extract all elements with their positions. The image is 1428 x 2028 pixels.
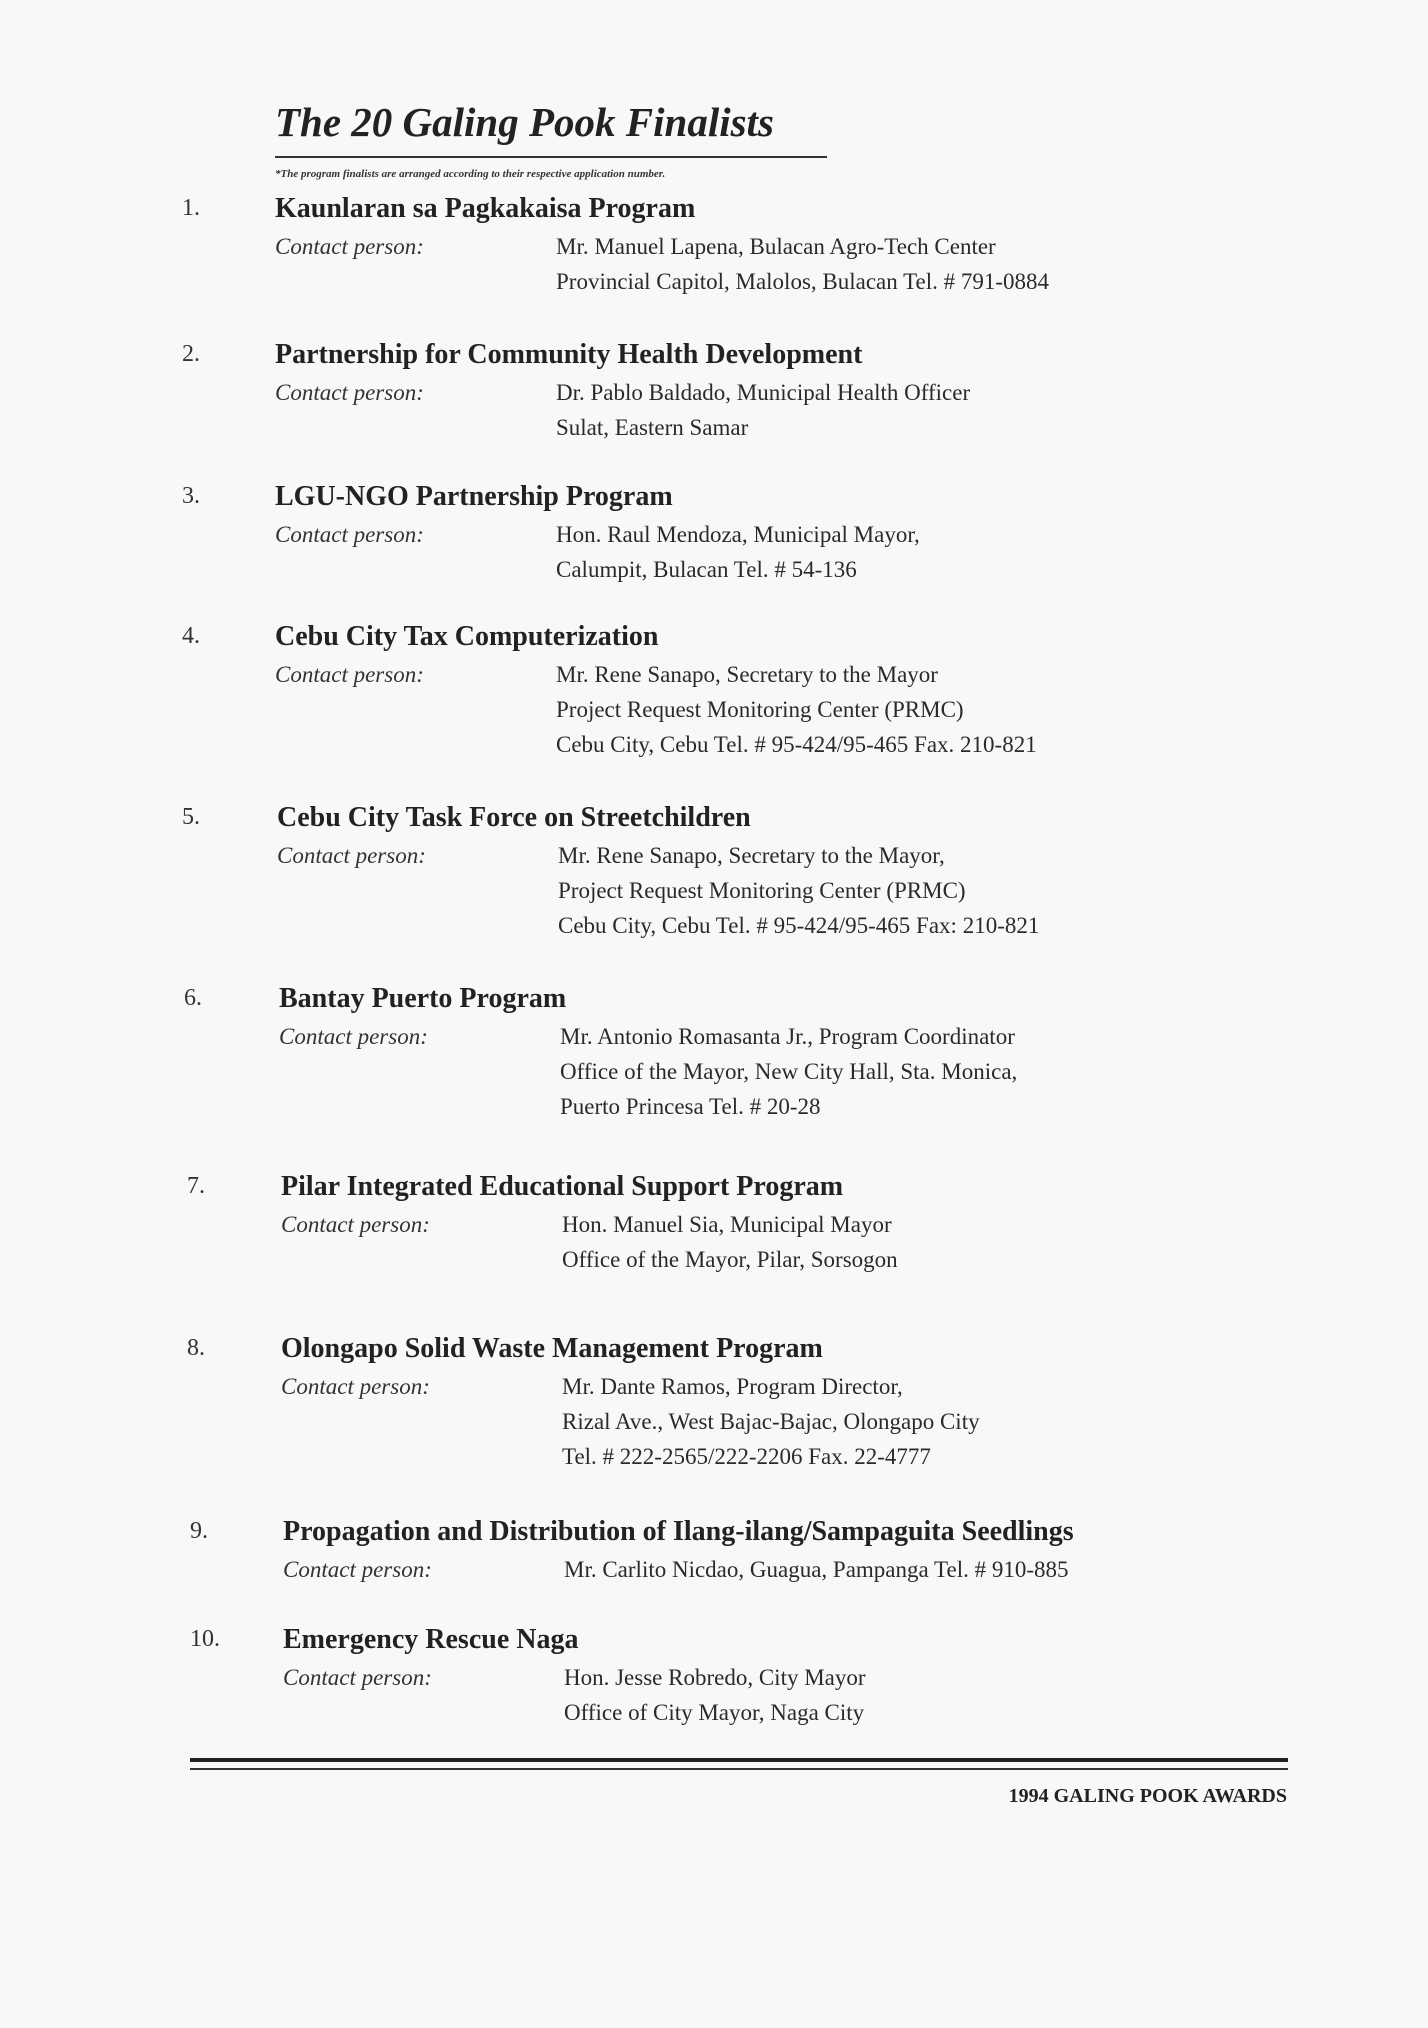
program-name: Bantay Puerto Program bbox=[279, 983, 567, 1014]
contact-detail-line: Mr. Antonio Romasanta Jr., Program Coordinator bbox=[560, 1024, 1015, 1049]
contact-person-label: Contact person: bbox=[279, 1024, 428, 1049]
program-name: LGU-NGO Partnership Program bbox=[275, 481, 673, 512]
finalist-number: 9. bbox=[190, 1518, 208, 1544]
finalist-number: 1. bbox=[182, 195, 200, 221]
footer-label: 1994 GALING POOK AWARDS bbox=[1008, 1785, 1287, 1807]
contact-person-label: Contact person: bbox=[275, 522, 424, 547]
finalist-number: 2. bbox=[182, 341, 200, 367]
contact-detail-line: Tel. # 222-2565/222-2206 Fax. 22-4777 bbox=[562, 1444, 931, 1469]
contact-person-label: Contact person: bbox=[281, 1212, 430, 1237]
contact-person-label: Contact person: bbox=[275, 380, 424, 405]
program-name: Emergency Rescue Naga bbox=[283, 1624, 579, 1655]
bottom-rule-thin bbox=[190, 1768, 1288, 1770]
contact-detail-line: Project Request Monitoring Center (PRMC) bbox=[558, 878, 966, 903]
finalist-number: 6. bbox=[184, 985, 202, 1011]
program-name: Cebu City Task Force on Streetchildren bbox=[277, 802, 751, 833]
title-underline bbox=[275, 156, 827, 158]
contact-detail-line: Cebu City, Cebu Tel. # 95-424/95-465 Fax: 210-821 bbox=[558, 913, 1040, 938]
contact-detail-line: Rizal Ave., West Bajac-Bajac, Olongapo City bbox=[562, 1409, 980, 1434]
contact-detail-line: Office of the Mayor, New City Hall, Sta. Monica, bbox=[560, 1059, 1018, 1084]
contact-detail-line: Calumpit, Bulacan Tel. # 54-136 bbox=[556, 557, 857, 582]
contact-detail-line: Provincial Capitol, Malolos, Bulacan Tel. # 791-0884 bbox=[556, 269, 1050, 294]
contact-detail-line: Office of City Mayor, Naga City bbox=[564, 1700, 865, 1725]
contact-detail-line: Hon. Jesse Robredo, City Mayor bbox=[564, 1665, 866, 1690]
contact-person-label: Contact person: bbox=[281, 1374, 430, 1399]
program-name: Kaunlaran sa Pagkakaisa Program bbox=[275, 193, 696, 224]
contact-person-label: Contact person: bbox=[277, 843, 426, 868]
finalist-number: 5. bbox=[182, 804, 200, 830]
bottom-rule-thick bbox=[190, 1758, 1288, 1762]
contact-detail-line: Mr. Rene Sanapo, Secretary to the Mayor bbox=[556, 662, 938, 687]
program-name: Olongapo Solid Waste Management Program bbox=[281, 1333, 823, 1364]
finalist-number: 10. bbox=[190, 1626, 220, 1652]
contact-detail-line: Hon. Manuel Sia, Municipal Mayor bbox=[562, 1212, 892, 1237]
finalist-number: 3. bbox=[182, 483, 200, 509]
finalist-number: 4. bbox=[182, 623, 200, 649]
contact-detail-line: Hon. Raul Mendoza, Municipal Mayor, bbox=[556, 522, 920, 547]
contact-detail-line: Mr. Rene Sanapo, Secretary to the Mayor, bbox=[558, 843, 945, 868]
arrangement-note: *The program finalists are arranged according to their respective application number. bbox=[275, 168, 666, 180]
contact-person-label: Contact person: bbox=[275, 234, 424, 259]
contact-person-label: Contact person: bbox=[283, 1557, 432, 1582]
program-name: Cebu City Tax Computerization bbox=[275, 621, 659, 652]
finalist-number: 7. bbox=[187, 1173, 205, 1199]
contact-detail-line: Office of the Mayor, Pilar, Sorsogon bbox=[562, 1247, 898, 1272]
program-name: Pilar Integrated Educational Support Program bbox=[281, 1171, 844, 1202]
contact-detail-line: Sulat, Eastern Samar bbox=[556, 415, 749, 440]
program-name: Partnership for Community Health Development bbox=[275, 339, 863, 370]
contact-person-label: Contact person: bbox=[275, 662, 424, 687]
contact-detail-line: Mr. Dante Ramos, Program Director, bbox=[562, 1374, 903, 1399]
contact-person-label: Contact person: bbox=[283, 1665, 432, 1690]
contact-detail-line: Dr. Pablo Baldado, Municipal Health Officer bbox=[556, 380, 971, 405]
program-name: Propagation and Distribution of Ilang-ilang/Sampaguita Seedlings bbox=[283, 1516, 1074, 1547]
contact-detail-line: Project Request Monitoring Center (PRMC) bbox=[556, 697, 964, 722]
finalist-number: 8. bbox=[187, 1335, 205, 1361]
contact-detail-line: Cebu City, Cebu Tel. # 95-424/95-465 Fax. 210-821 bbox=[556, 732, 1037, 757]
contact-detail-line: Mr. Carlito Nicdao, Guagua, Pampanga Tel. # 910-885 bbox=[564, 1557, 1069, 1582]
contact-detail-line: Mr. Manuel Lapena, Bulacan Agro-Tech Center bbox=[556, 234, 996, 259]
page-title: The 20 Galing Pook Finalists bbox=[275, 99, 774, 145]
contact-detail-line: Puerto Princesa Tel. # 20-28 bbox=[560, 1094, 821, 1119]
